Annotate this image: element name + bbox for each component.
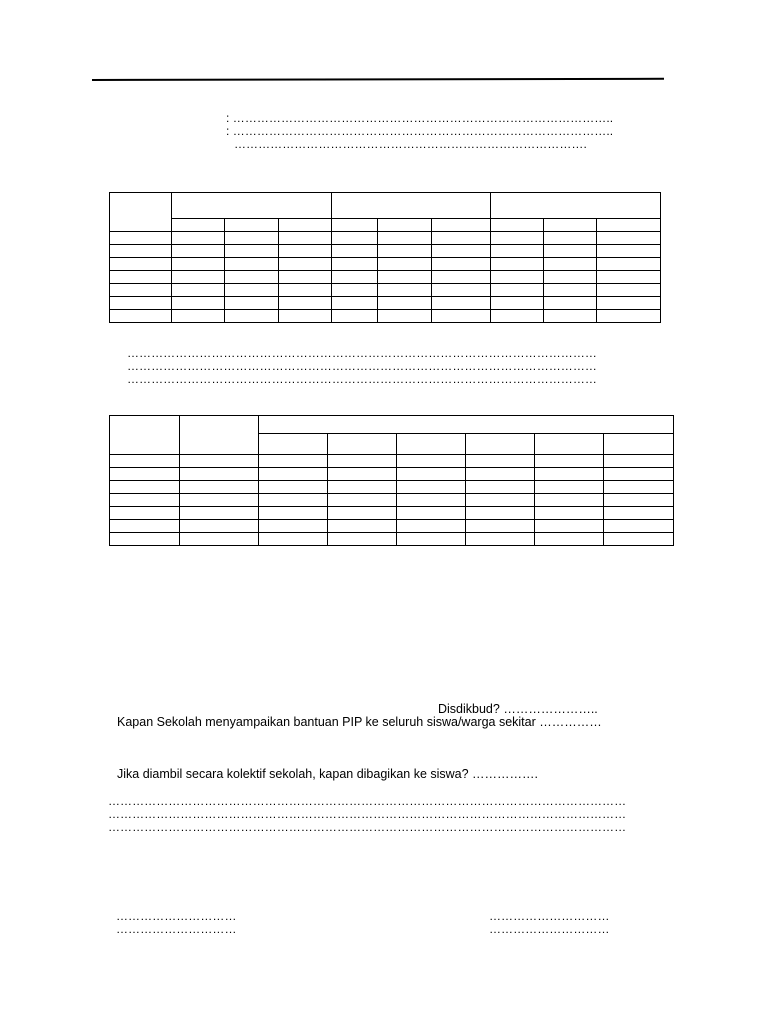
table2-header-cell — [110, 416, 180, 455]
middle-dotted-line-1: ……………………………………………………………………………………………………… — [127, 346, 597, 360]
data-table-1 — [109, 192, 661, 323]
middle-dotted-line-3: ……………………………………………………………………………………………………… — [127, 372, 597, 386]
kapan-sekolah-question: Kapan Sekolah menyampaikan bantuan PIP ke seluruh siswa/warga sekitar …………… — [117, 715, 602, 729]
disdikbud-question: Disdikbud? ………………….. — [438, 702, 598, 716]
table-row — [110, 455, 674, 468]
header-field-line-2: : ………………………………………………………………………………….. — [226, 124, 614, 138]
data-table-2 — [109, 415, 674, 546]
table-row — [110, 297, 661, 310]
table-row — [110, 245, 661, 258]
answer-dotted-line-2: ………………………………………………………………………………………………………………… — [108, 807, 627, 821]
table-row — [110, 284, 661, 297]
table-row — [110, 533, 674, 546]
header-rule — [92, 78, 664, 81]
signature-right-line-2: ………………………… — [489, 922, 610, 936]
table-row — [110, 520, 674, 533]
table1-group-header — [491, 193, 661, 219]
table-row — [110, 271, 661, 284]
table-row — [110, 494, 674, 507]
table1-subheader-row — [110, 219, 661, 232]
table-row — [110, 232, 661, 245]
signature-right-line-1: ………………………… — [489, 909, 610, 923]
table-row — [110, 258, 661, 271]
table2-header-cell — [180, 416, 259, 455]
signature-left-line-2: ………………………… — [116, 922, 237, 936]
answer-dotted-line-1: ………………………………………………………………………………………………………………… — [108, 794, 627, 808]
table2-group-header — [259, 416, 674, 434]
middle-dotted-line-2: ……………………………………………………………………………………………………… — [127, 359, 597, 373]
header-field-line-1: : ………………………………………………………………………………….. — [226, 111, 614, 125]
table-row — [110, 468, 674, 481]
table1-group-header — [172, 193, 332, 219]
table-row — [110, 507, 674, 520]
table-row — [110, 310, 661, 323]
answer-dotted-line-3: ………………………………………………………………………………………………………………… — [108, 820, 627, 834]
table1-group-header — [332, 193, 491, 219]
signature-left-line-1: ………………………… — [116, 909, 237, 923]
table1-header-cell — [110, 193, 172, 232]
table-row — [110, 481, 674, 494]
header-field-line-3: ……………………………………………………………………………. — [234, 137, 587, 151]
kolektif-question: Jika diambil secara kolektif sekolah, kapan dibagikan ke siswa? ……………. — [117, 767, 539, 781]
